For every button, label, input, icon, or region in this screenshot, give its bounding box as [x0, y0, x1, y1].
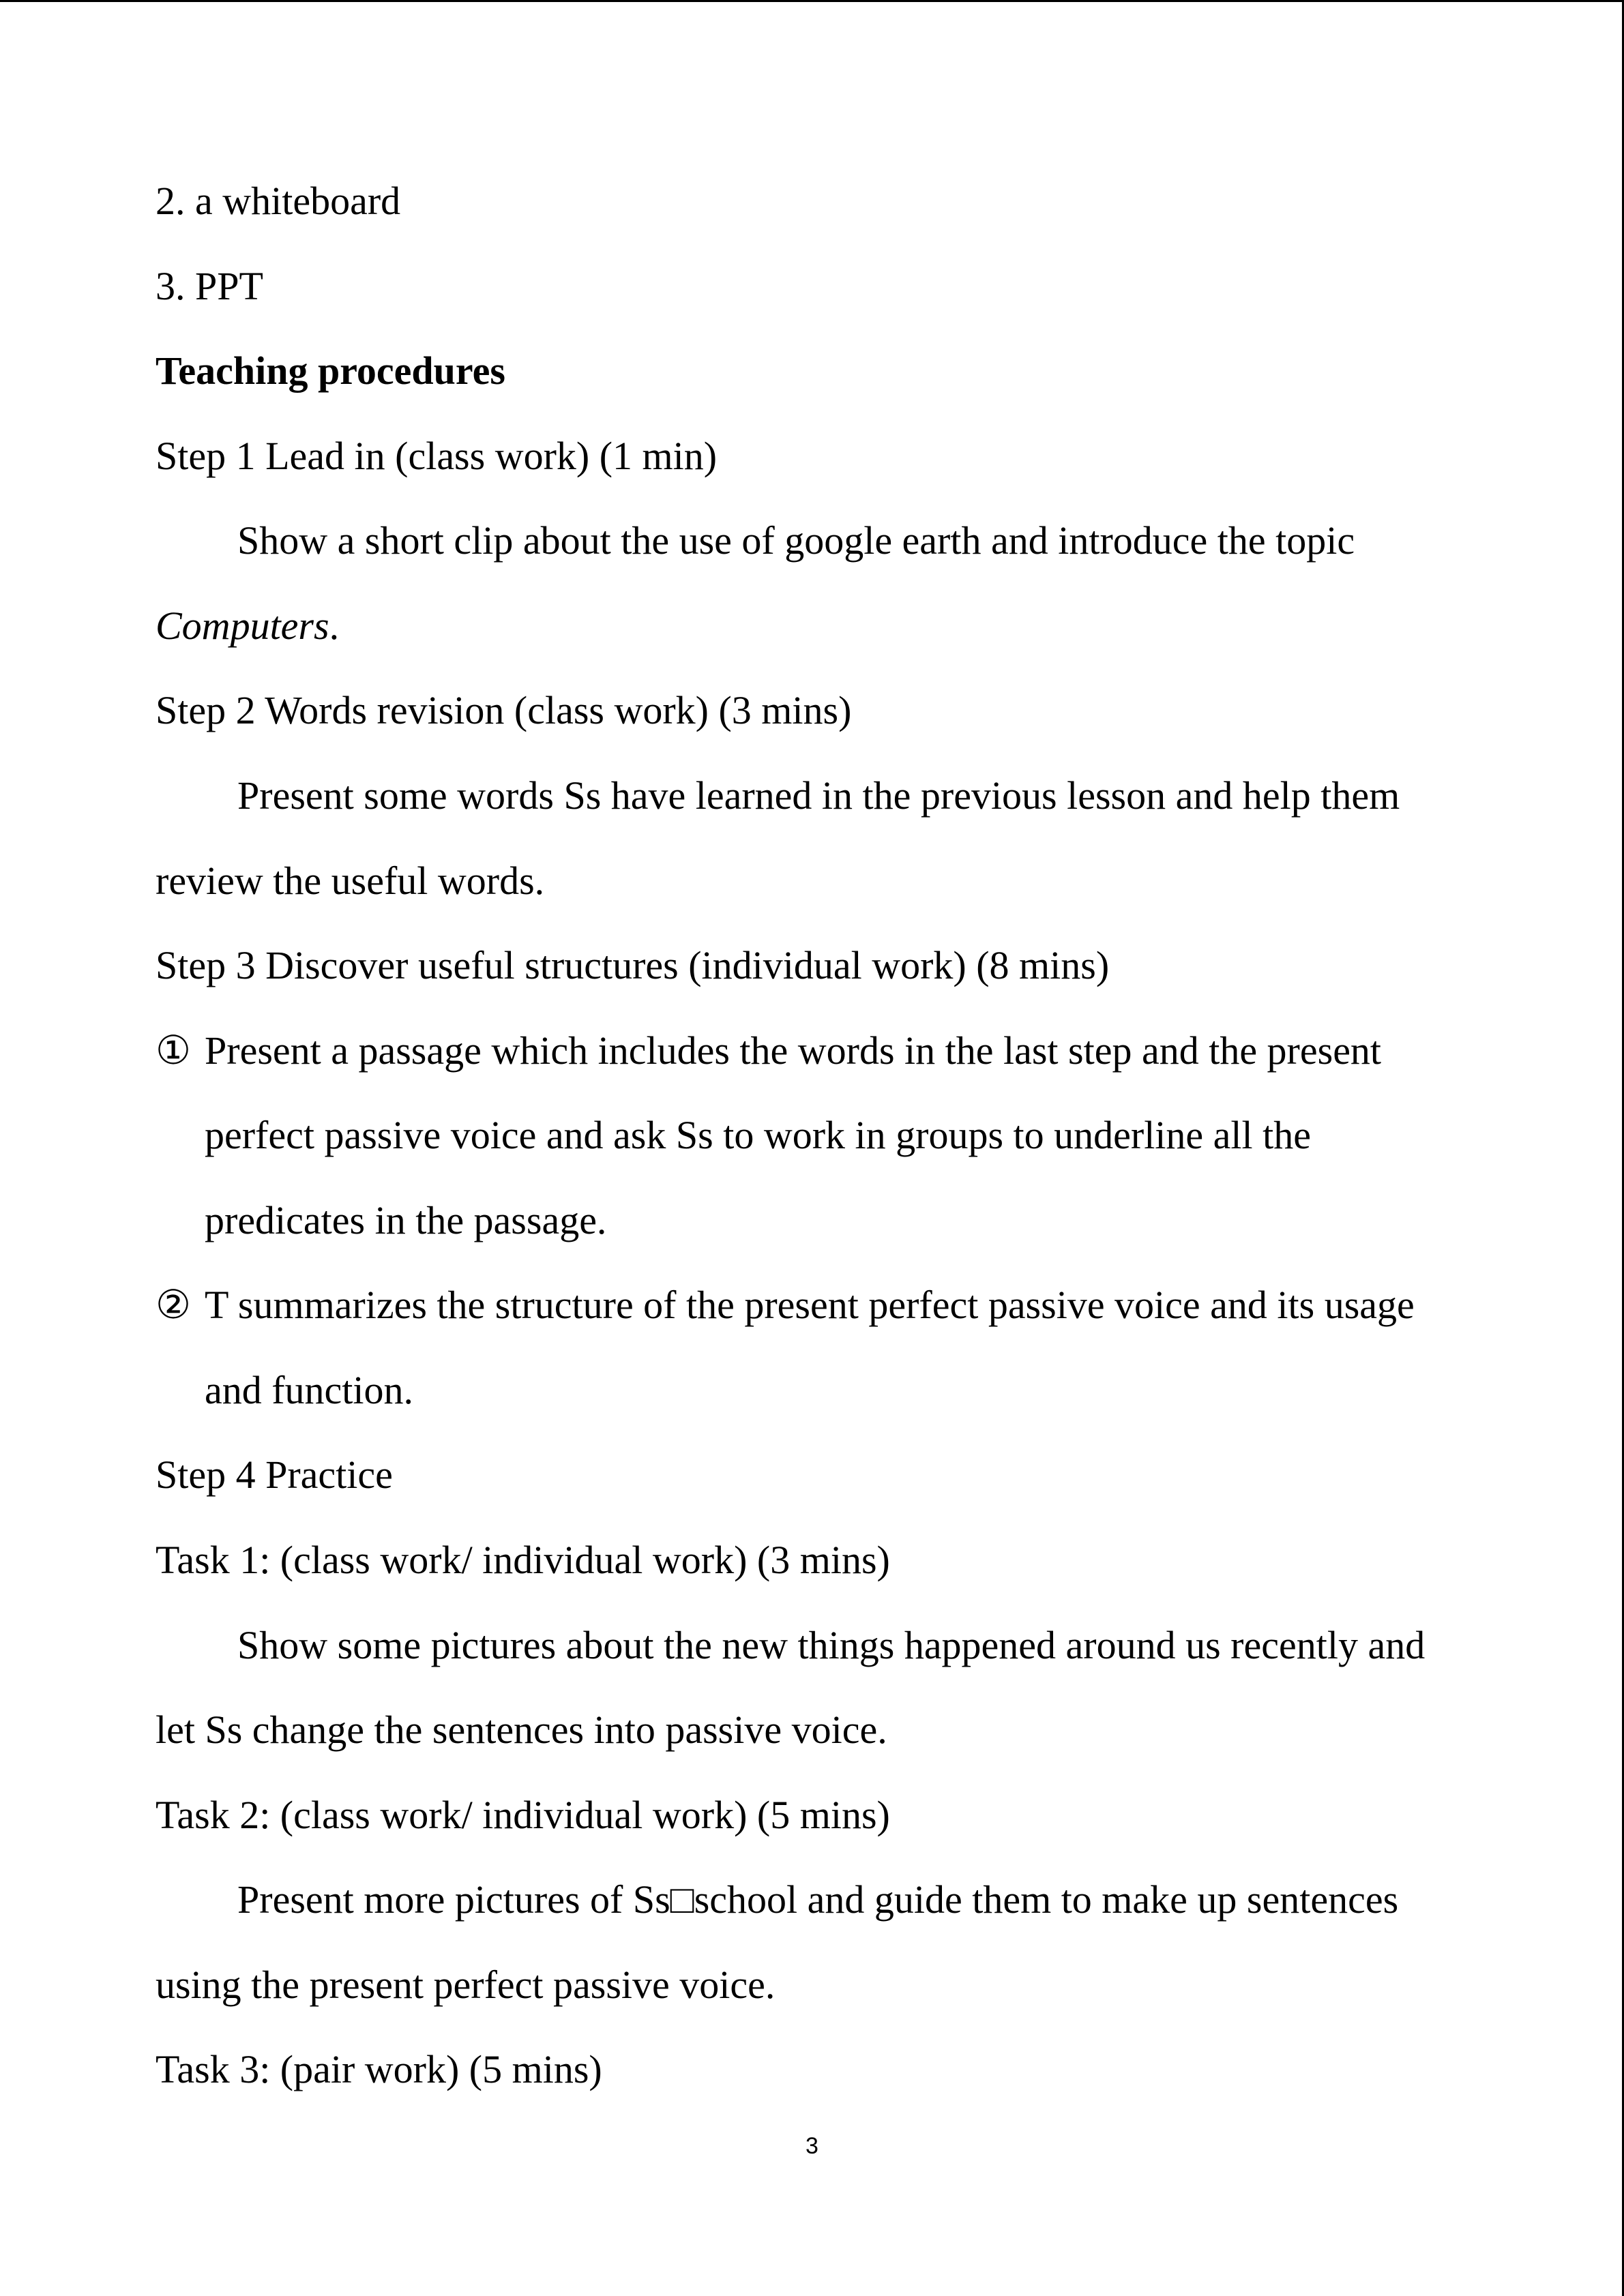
- step-3-item-1-line-1: [156, 1026, 1382, 1075]
- task-1-title: Task 1: (class work/ individual work) (3 mins): [156, 1538, 890, 1582]
- step-3-title: Step 3 Discover useful structures (individual work) (8 mins): [156, 943, 1110, 987]
- page-number: 3: [806, 2133, 818, 2159]
- item-1-text: Present a passage which includes the words in the last step and the present: [205, 1028, 1382, 1073]
- task-1-body-line-2: let Ss change the sentences into passive voice.: [156, 1708, 887, 1752]
- topic-title: Computers: [156, 603, 329, 648]
- step-2-body-line-2: review the useful words.: [156, 859, 545, 903]
- step-1-body-period: .: [329, 603, 340, 648]
- task-2-title: Task 2: (class work/ individual work) (5 mins): [156, 1793, 890, 1837]
- step-1-body-line-2: [156, 601, 339, 651]
- step-1-title: Step 1 Lead in (class work) (1 min): [156, 434, 718, 478]
- task-2-body-line-1: Present more pictures of Ss□school and guide them to make up sentences: [237, 1877, 1399, 1922]
- section-heading-teaching-procedures: Teaching procedures: [156, 348, 505, 393]
- material-item-whiteboard: 2. a whiteboard: [156, 179, 401, 223]
- step-3-item-2-line-1: [156, 1281, 1415, 1330]
- material-item-ppt: 3. PPT: [156, 264, 263, 308]
- task-1-body-line-1: Show some pictures about the new things happened around us recently and: [237, 1623, 1426, 1667]
- task-3-title: Task 3: (pair work) (5 mins): [156, 2047, 602, 2091]
- step-1-body-line-1: Show a short clip about the use of google earth and introduce the topic: [237, 518, 1355, 563]
- step-4-title: Step 4 Practice: [156, 1452, 393, 1497]
- item-2-text: T summarizes the structure of the present perfect passive voice and its usage: [205, 1283, 1415, 1327]
- item-2-marker: ②: [156, 1283, 191, 1327]
- step-3-item-1-line-2: perfect passive voice and ask Ss to work in groups to underline all the: [205, 1113, 1311, 1157]
- item-1-marker: ①: [156, 1028, 191, 1073]
- step-2-title: Step 2 Words revision (class work) (3 mins): [156, 688, 852, 732]
- step-3-item-1-line-3: predicates in the passage.: [205, 1198, 607, 1242]
- task-2-body-line-2: using the present perfect passive voice.: [156, 1963, 776, 2007]
- step-2-body-line-1: Present some words Ss have learned in the previous lesson and help them: [237, 773, 1400, 818]
- step-3-item-2-line-2: and function.: [205, 1368, 414, 1412]
